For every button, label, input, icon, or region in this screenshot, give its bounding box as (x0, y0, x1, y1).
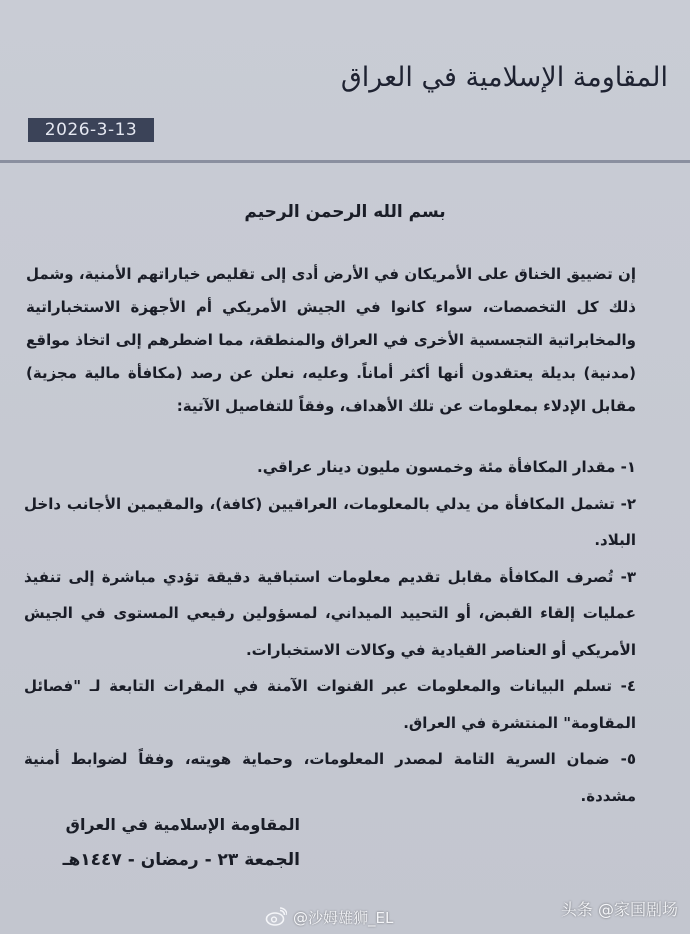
signature-block (60, 810, 300, 880)
weibo-watermark (265, 904, 393, 930)
list-item: ٣- تُصرف المكافأة مقابل تقديم معلومات استباقية دقيقة تؤدي مباشرة إلى تنفيذ عمليات إلقاء القبض، أو التحييد الميداني، لمسؤولين رفيعي المستوى في الجيش الأمريكي أو العناصر القيادية في وكالات الاستخبارات. (24, 567, 636, 659)
signature-date: الجمعة ٢٣ - رمضان - ١٤٤٧هـ (62, 850, 300, 870)
signature-org: المقاومة الإسلامية في العراق (65, 815, 300, 834)
reward-terms-list (24, 449, 636, 814)
list-item: ٥- ضمان السرية التامة لمصدر المعلومات، وحماية هويته، وفقاً لضوابط أمنية مشددة. (24, 750, 636, 805)
basmala-heading: بسم الله الرحمن الرحيم (244, 202, 446, 222)
list-item: ٢- تشمل المكافأة من يدلي بالمعلومات، العراقيين (كافة)، والمقيمين الأجانب داخل البلاد. (24, 494, 636, 549)
header-divider (0, 160, 690, 163)
intro-paragraph: إن تضييق الخناق على الأمريكان في الأرض أدى إلى تقليص خياراتهم الأمنية، وشمل ذلك كل التخصصات، سواء كانوا في الجيش الأمريكي أم الأجهزة الاستخباراتية والمخابراتية التجسسية الأخرى في العراق والمنطقة، مما اضطرهم إلى اتخاذ مواقع (مدنية) بديلة يعتقدون أنها أكثر أماناً. وعليه، نعلن عن رصد (مكافأة مالية مجزية) مقابل الإدلاء بمعلومات عن تلك الأهداف، وفقاً للتفاصيل الآتية: (26, 265, 636, 415)
date-badge: 2026-3-13 (28, 118, 154, 142)
list-item: ٤- تسلم البيانات والمعلومات عبر القنوات الآمنة في المقرات التابعة لـ "فصائل المقاومة" المنتشرة في العراق. (24, 677, 636, 732)
source-tag: 头条 @家国剧场 (560, 900, 678, 919)
list-item: ١- مقدار المكافأة مئة وخمسون مليون دينار عراقي. (257, 458, 636, 476)
watermark-handle: @沙姆雄狮_EL (293, 908, 394, 927)
weibo-icon (265, 907, 287, 927)
organization-logo: المقاومة الإسلامية في العراق (340, 62, 668, 93)
